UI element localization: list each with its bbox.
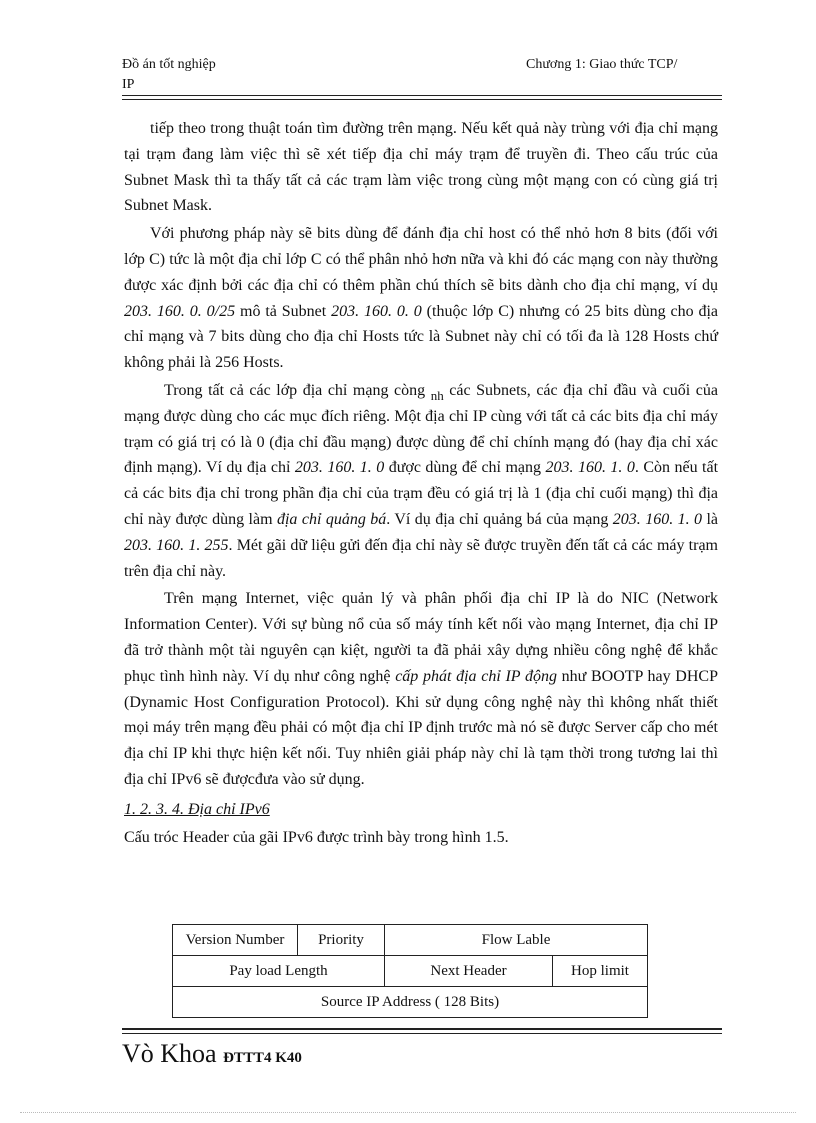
p3-text-a: Trong tất cả các lớp địa chỉ mạng còng <box>164 381 431 399</box>
p4-dynamic-ip-term: cấp phát địa chỉ IP động <box>395 667 557 685</box>
p4-text-b: như BOOTP hay DHCP (Dynamic Host Configuration Protocol). Khi sử dụng công nghệ này thì không nhất thiết mọi máy trên mạng đều phải có một địa chỉ IP định trước mà nó sẽ được Server cấp cho mét địa chỉ IP khi thực hiện kết nối. Tuy nhiên giải pháp này chỉ là tạm thời trong tương lai thì địa chỉ IPv6 sẽ đượcđưa vào sử dụng. <box>124 667 718 788</box>
footer-rule-bottom <box>122 1033 722 1034</box>
header-chapter: Chương 1: Giao thức TCP/ <box>526 57 678 72</box>
footer-author-name: Vò Khoa <box>122 1039 217 1068</box>
paragraph-2 <box>124 221 718 376</box>
paragraph-4 <box>124 586 718 792</box>
p2-text-a: Với phương pháp này sẽ bits dùng để đánh địa chỉ host có thể nhỏ hơn 8 bits (đối với lớp C) tức là một địa chỉ lớp C có thể phân nhỏ hơn nữa và khi đó các mạng con này thường được xác định bởi các địa chỉ có thêm phần chú thích sẽ bits dành cho địa chỉ mạng, ví dụ <box>124 225 718 294</box>
header-left: Đồ án tốt nghiệp <box>122 57 216 72</box>
p3-nh: nh <box>430 387 444 403</box>
p3-text-b: các Subnets, các địa chỉ đầu và cuối của mạng được dùng cho các mục đích riêng. Một địa chỉ IP cùng với tất cả các bits địa chỉ máy trạm có giá trị có là 0 (địa chỉ đầu mạng) được dùng để chỉ chính mạng đó (hay địa chỉ xác định mạng). Ví dụ địa chỉ <box>124 381 719 477</box>
p3-ip-2: 203. 160. 1. 0 <box>545 459 635 477</box>
paragraph-3 <box>124 378 718 584</box>
paragraph-5: Cấu tróc Header của gãi IPv6 được trình bày trong hình 1.5. <box>124 828 509 846</box>
header-right-wrap: IP <box>122 77 135 92</box>
p4-text-a: Trên mạng Internet, việc quản lý và phân phối địa chỉ IP là do NIC (Network Information Center). Với sự bùng nổ của số máy tính kết nối vào mạng Internet, địa chỉ IP đã trở thành một tài nguyên cạn kiệt, người ta đã phải xây dựng nhiều công nghệ để khắc phục tình hình này. Ví dụ như công nghệ <box>124 590 718 685</box>
cell-priority: Priority <box>298 925 385 956</box>
p3-ip-4: 203. 160. 1. 255 <box>124 536 229 554</box>
ipv6-header-table <box>172 924 648 1018</box>
p2-subnet-address: 203. 160. 0. 0 <box>331 302 422 320</box>
page-edge-dotted-line <box>20 1112 796 1113</box>
p2-subnet-example: 203. 160. 0. 0/25 <box>124 302 236 320</box>
header-right <box>526 55 726 75</box>
cell-hop-limit: Hop limit <box>553 956 648 987</box>
p3-ip-3: 203. 160. 1. 0 <box>612 510 703 528</box>
cell-next-header: Next Header <box>385 956 553 987</box>
paragraph-1: tiếp theo trong thuật toán tìm đường trên mạng. Nếu kết quả này trùng với địa chỉ mạng tại trạm đang làm việc thì sẽ xét tiếp địa chỉ máy trạm để truyền đi. Theo cấu trúc của Subnet Mask thì ta thấy tất cả các trạm làm việc trong cùng một mạng con có cùng giá trị Subnet Mask. <box>124 120 718 215</box>
cell-version-number: Version Number <box>173 925 298 956</box>
body-text <box>124 116 718 852</box>
footer-class: ĐTTT4 K40 <box>223 1050 302 1066</box>
p3-ip-1: 203. 160. 1. 0 <box>294 459 385 477</box>
p3-text-f: là <box>702 510 719 528</box>
p2-text-c: (thuộc lớp C) nhưng có 25 bits dùng cho địa chỉ mạng và 7 bits dùng cho địa chỉ Hosts tức là Subnet này chỉ có tối đa là 128 Hosts chứ không phải là 256 Hosts. <box>124 302 719 372</box>
header-rule-top <box>122 95 722 96</box>
footer <box>122 1036 302 1076</box>
p3-text-e: . Ví dụ địa chỉ quảng bá của mạng <box>386 510 613 528</box>
cell-source-ip: Source IP Address ( 128 Bits) <box>173 987 648 1018</box>
p3-text-c: được dùng để chỉ mạng <box>384 459 546 477</box>
footer-rule-top <box>122 1028 722 1030</box>
section-heading: 1. 2. 3. 4. Địa chỉ IPv6 <box>124 800 270 818</box>
p3-text-g: . Mét gãi dữ liệu gửi đến địa chỉ này sẽ được truyền đến tất cả các máy trạm trên địa chỉ này. <box>124 536 718 580</box>
header-rule-bottom <box>122 99 722 100</box>
cell-payload-length: Pay load Length <box>173 956 385 987</box>
p2-text-b: mô tả Subnet <box>235 302 332 320</box>
p3-broadcast-term: địa chỉ quảng bá <box>276 510 387 528</box>
cell-flow-label: Flow Lable <box>385 925 648 956</box>
p3-text-d: . Còn nếu tất cả các bits địa chỉ trong phần địa chỉ của trạm đều có giá trị là 1 (địa chỉ cuối mạng) thì địa chỉ này được dùng làm <box>124 459 719 528</box>
